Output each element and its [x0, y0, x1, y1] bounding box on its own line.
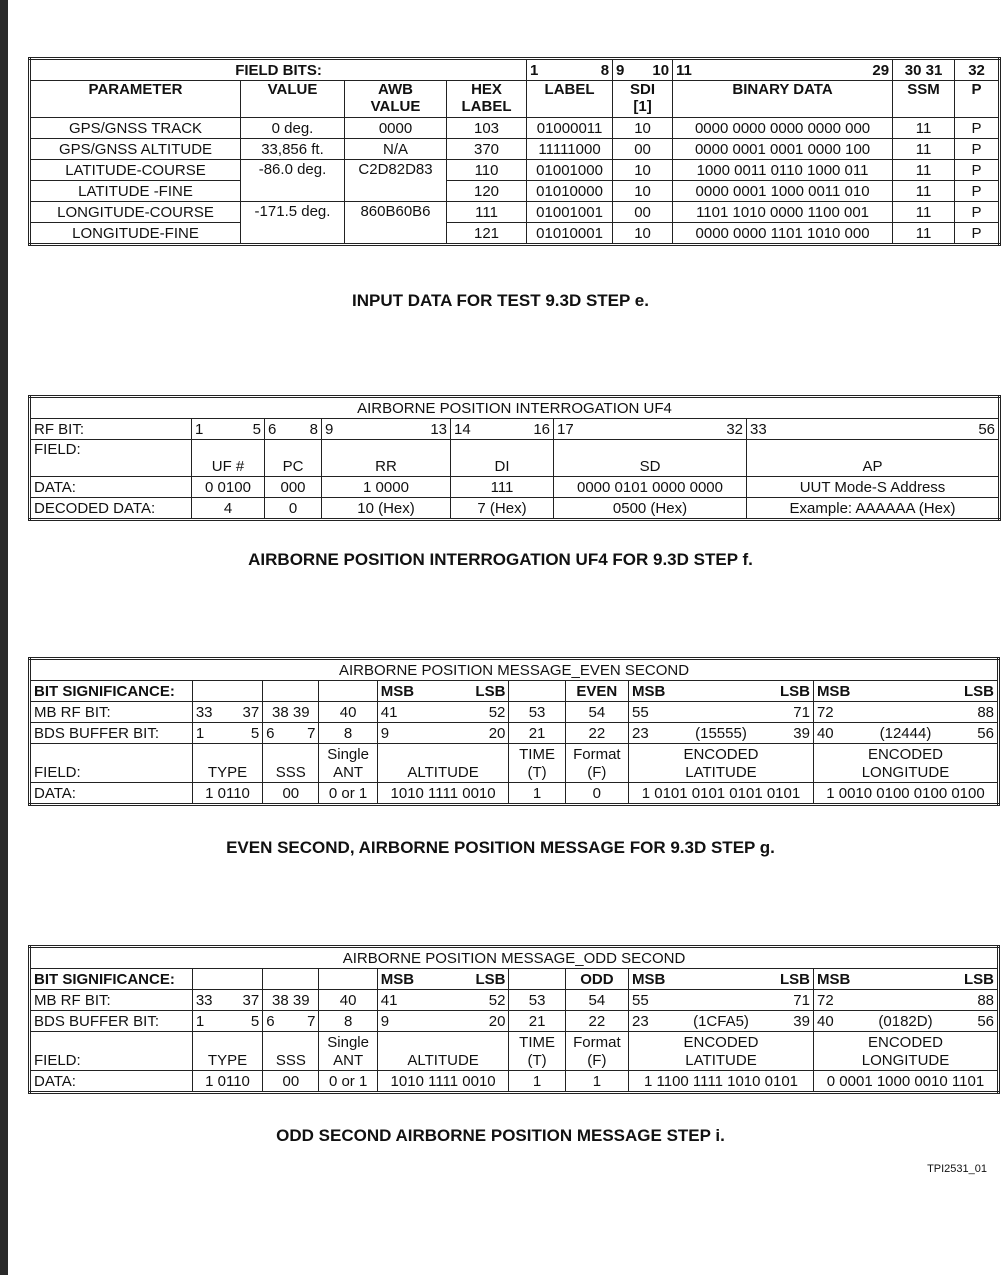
bds-buffer-bit-cell: 6 7 — [263, 1011, 319, 1032]
field-name: SD — [554, 440, 747, 477]
bits-binary-range: 11 29 — [673, 59, 893, 81]
left-edge-bar — [0, 0, 8, 1275]
table-row — [30, 202, 1000, 223]
data-label: DATA: — [30, 477, 192, 498]
data-value: 00 — [263, 783, 319, 805]
cell-p: P — [955, 202, 1000, 223]
decoded-value: Example: AAAAAA (Hex) — [747, 498, 1000, 520]
bds-buffer-bit-cell: 21 — [509, 1011, 565, 1032]
data-value: 000 — [265, 477, 322, 498]
header-sdi: SDI [1] — [613, 81, 673, 118]
rf-bit-row — [30, 419, 1000, 440]
mb-rf-bit-cell: 33 37 — [192, 990, 262, 1011]
bds-buffer-bit-cell: 9 20 — [377, 1011, 509, 1032]
cell-sdi: 10 — [613, 223, 673, 245]
cell-sdi: 10 — [613, 160, 673, 181]
header-parameter: PARAMETER — [30, 81, 241, 118]
mb-rf-bit-label: MB RF BIT: — [30, 702, 193, 723]
mb-rf-bit-cell: 55 71 — [629, 990, 814, 1011]
mb-rf-bit-cell: 38 39 — [263, 990, 319, 1011]
cell-value: 33,856 ft. — [241, 139, 345, 160]
mb-rf-bit-cell: 55 71 — [629, 702, 814, 723]
bit-significance-cell — [192, 969, 262, 990]
bit-significance-cell — [263, 681, 319, 702]
bit-significance-cell: MSB LSB — [629, 969, 814, 990]
table-title: AIRBORNE POSITION INTERROGATION UF4 — [30, 397, 1000, 419]
field-name: TYPE — [192, 744, 262, 783]
field-name: Single ANT — [319, 1032, 377, 1071]
cell-label: 01010000 — [527, 181, 613, 202]
field-row — [30, 1032, 999, 1071]
bds-buffer-bit-cell: 22 — [565, 723, 628, 744]
data-value: 0 0100 — [192, 477, 265, 498]
rf-bit-range: 9 13 — [322, 419, 451, 440]
table4-caption: ODD SECOND AIRBORNE POSITION MESSAGE STEP i. — [276, 1126, 725, 1145]
cell-parameter: LATITUDE-COURSE — [30, 160, 241, 181]
table2-caption: AIRBORNE POSITION INTERROGATION UF4 FOR 9.3D STEP f. — [248, 550, 753, 569]
cell-ssm: 11 — [893, 202, 955, 223]
bds-buffer-bit-row — [30, 1011, 999, 1032]
mb-rf-bit-cell: 33 37 — [192, 702, 262, 723]
bds-buffer-bit-cell: 40 (12444) 56 — [813, 723, 998, 744]
field-label: FIELD: — [30, 1032, 193, 1071]
cell-label: 01010001 — [527, 223, 613, 245]
cell-awb-value: N/A — [345, 139, 447, 160]
cell-p: P — [955, 139, 1000, 160]
bit-significance-label: BIT SIGNIFICANCE: — [30, 681, 193, 702]
header-awb-value: AWB VALUE — [345, 81, 447, 118]
header-label: LABEL — [527, 81, 613, 118]
field-name: RR — [322, 440, 451, 477]
field-name: Single ANT — [319, 744, 377, 783]
field-name: SSS — [263, 744, 319, 783]
cell-binary-data: 0000 0001 0001 0000 100 — [673, 139, 893, 160]
rf-bit-range: 14 16 — [451, 419, 554, 440]
cell-parameter: LATITUDE -FINE — [30, 181, 241, 202]
data-row — [30, 477, 1000, 498]
bds-buffer-bit-cell: 21 — [509, 723, 565, 744]
rf-bit-range: 17 32 — [554, 419, 747, 440]
field-name: PC — [265, 440, 322, 477]
bit-significance-cell — [319, 969, 377, 990]
field-bits-label: FIELD BITS: — [30, 59, 527, 81]
mb-rf-bit-cell: 38 39 — [263, 702, 319, 723]
rf-bit-range: 33 56 — [747, 419, 1000, 440]
table-row — [30, 181, 1000, 202]
mb-rf-bit-cell: 72 88 — [813, 990, 998, 1011]
bits-ssm: 30 31 — [893, 59, 955, 81]
field-name: DI — [451, 440, 554, 477]
mb-rf-bit-label: MB RF BIT: — [30, 990, 193, 1011]
cell-hex-label: 110 — [447, 160, 527, 181]
cell-hex-label: 370 — [447, 139, 527, 160]
even-second-message-table — [28, 657, 1000, 806]
bit-significance-cell — [509, 969, 565, 990]
data-value: 0 or 1 — [319, 1071, 377, 1093]
bit-significance-cell — [192, 681, 262, 702]
cell-awb-value: C2D82D83 — [345, 160, 447, 202]
table-body — [30, 118, 1000, 245]
bds-buffer-bit-cell: 23 (15555) 39 — [629, 723, 814, 744]
field-name: TIME (T) — [509, 1032, 565, 1071]
cell-parameter: LONGITUDE-FINE — [30, 223, 241, 245]
data-value: 1 0101 0101 0101 0101 — [629, 783, 814, 805]
cell-hex-label: 121 — [447, 223, 527, 245]
rf-bit-label: RF BIT: — [30, 419, 192, 440]
field-name: TIME (T) — [509, 744, 565, 783]
bds-buffer-bit-cell: 8 — [319, 723, 377, 744]
bds-buffer-bit-cell: 40 (0182D) 56 — [813, 1011, 998, 1032]
bds-buffer-bit-cell: 23 (1CFA5) 39 — [629, 1011, 814, 1032]
bits-sdi-range: 9 10 — [613, 59, 673, 81]
cell-p: P — [955, 160, 1000, 181]
title-row — [30, 947, 999, 969]
mb-rf-bit-row — [30, 702, 999, 723]
cell-ssm: 11 — [893, 160, 955, 181]
header-value: VALUE — [241, 81, 345, 118]
bit-significance-cell: MSB LSB — [377, 969, 509, 990]
field-name: Format (F) — [565, 744, 628, 783]
table-row — [30, 160, 1000, 181]
table-row — [30, 139, 1000, 160]
field-label: FIELD: — [30, 440, 192, 477]
cell-awb-value: 0000 — [345, 118, 447, 139]
cell-hex-label: 120 — [447, 181, 527, 202]
cell-p: P — [955, 118, 1000, 139]
field-name: ENCODED LATITUDE — [629, 1032, 814, 1071]
cell-label: 11111000 — [527, 139, 613, 160]
field-bits-row — [30, 59, 1000, 81]
data-value: 1 0000 — [322, 477, 451, 498]
cell-p: P — [955, 181, 1000, 202]
mb-rf-bit-cell: 53 — [509, 990, 565, 1011]
field-name: Format (F) — [565, 1032, 628, 1071]
cell-binary-data: 1000 0011 0110 1000 011 — [673, 160, 893, 181]
bds-buffer-bit-cell: 1 5 — [192, 723, 262, 744]
cell-sdi: 00 — [613, 139, 673, 160]
field-name: AP — [747, 440, 1000, 477]
table-title: AIRBORNE POSITION MESSAGE_EVEN SECOND — [30, 659, 999, 681]
data-value: 1 — [509, 1071, 565, 1093]
cell-value: -86.0 deg. — [241, 160, 345, 202]
cell-sdi: 10 — [613, 181, 673, 202]
title-row — [30, 397, 1000, 419]
field-name: ENCODED LONGITUDE — [813, 1032, 998, 1071]
data-value: 0 or 1 — [319, 783, 377, 805]
cell-p: P — [955, 223, 1000, 245]
mb-rf-bit-cell: 41 52 — [377, 990, 509, 1011]
decoded-label: DECODED DATA: — [30, 498, 192, 520]
cell-sdi: 10 — [613, 118, 673, 139]
bds-buffer-bit-cell: 1 5 — [192, 1011, 262, 1032]
decoded-value: 7 (Hex) — [451, 498, 554, 520]
cell-binary-data: 0000 0001 1000 0011 010 — [673, 181, 893, 202]
data-value: 1010 1111 0010 — [377, 783, 509, 805]
table1-caption: INPUT DATA FOR TEST 9.3D STEP e. — [352, 291, 649, 310]
data-value: 0 0001 1000 0010 1101 — [813, 1071, 998, 1093]
header-row — [30, 81, 1000, 118]
header-p: P — [955, 81, 1000, 118]
bit-significance-cell: EVEN — [565, 681, 628, 702]
bds-buffer-bit-cell: 8 — [319, 1011, 377, 1032]
rf-bit-range: 1 5 — [192, 419, 265, 440]
uf4-interrogation-table — [28, 395, 1001, 521]
bit-significance-cell — [319, 681, 377, 702]
field-name: ALTITUDE — [377, 744, 509, 783]
field-name: UF # — [192, 440, 265, 477]
field-row — [30, 440, 1000, 477]
data-value: 1 0110 — [192, 783, 262, 805]
cell-sdi: 00 — [613, 202, 673, 223]
decoded-row — [30, 498, 1000, 520]
field-name: ALTITUDE — [377, 1032, 509, 1071]
header-hex-label: HEX LABEL — [447, 81, 527, 118]
cell-ssm: 11 — [893, 118, 955, 139]
bits-p: 32 — [955, 59, 1000, 81]
data-value: 0 — [565, 783, 628, 805]
data-row — [30, 1071, 999, 1093]
data-value: 1 0010 0100 0100 0100 — [813, 783, 998, 805]
cell-parameter: LONGITUDE-COURSE — [30, 202, 241, 223]
cell-binary-data: 0000 0000 0000 0000 000 — [673, 118, 893, 139]
cell-value: -171.5 deg. — [241, 202, 345, 245]
cell-hex-label: 111 — [447, 202, 527, 223]
data-value: 1 — [509, 783, 565, 805]
data-label: DATA: — [30, 783, 193, 805]
bits-label-range: 1 8 — [527, 59, 613, 81]
data-value: 1010 1111 0010 — [377, 1071, 509, 1093]
bit-significance-cell — [509, 681, 565, 702]
data-value: 1 1100 1111 1010 0101 — [629, 1071, 814, 1093]
bds-buffer-bit-label: BDS BUFFER BIT: — [30, 1011, 193, 1032]
bit-significance-cell: MSB LSB — [629, 681, 814, 702]
decoded-value: 0500 (Hex) — [554, 498, 747, 520]
data-value: 00 — [263, 1071, 319, 1093]
data-value: 1 — [565, 1071, 628, 1093]
mb-rf-bit-cell: 54 — [565, 990, 628, 1011]
mb-rf-bit-cell: 40 — [319, 702, 377, 723]
cell-hex-label: 103 — [447, 118, 527, 139]
figure-id: TPI2531_01 — [927, 1163, 987, 1175]
cell-label: 01001000 — [527, 160, 613, 181]
bds-buffer-bit-cell: 6 7 — [263, 723, 319, 744]
header-binary-data: BINARY DATA — [673, 81, 893, 118]
bit-significance-cell: MSB LSB — [813, 681, 998, 702]
mb-rf-bit-cell: 41 52 — [377, 702, 509, 723]
cell-ssm: 11 — [893, 181, 955, 202]
bds-buffer-bit-row — [30, 723, 999, 744]
bds-buffer-bit-cell: 9 20 — [377, 723, 509, 744]
cell-ssm: 11 — [893, 223, 955, 245]
decoded-value: 4 — [192, 498, 265, 520]
cell-binary-data: 0000 0000 1101 1010 000 — [673, 223, 893, 245]
bit-significance-row — [30, 681, 999, 702]
bds-buffer-bit-cell: 22 — [565, 1011, 628, 1032]
bit-significance-cell: MSB LSB — [377, 681, 509, 702]
cell-label: 01001001 — [527, 202, 613, 223]
bit-significance-cell — [263, 969, 319, 990]
bds-buffer-bit-label: BDS BUFFER BIT: — [30, 723, 193, 744]
table3-caption: EVEN SECOND, AIRBORNE POSITION MESSAGE FOR 9.3D STEP g. — [226, 838, 775, 857]
field-name: ENCODED LATITUDE — [629, 744, 814, 783]
field-name: ENCODED LONGITUDE — [813, 744, 998, 783]
data-value: 111 — [451, 477, 554, 498]
cell-parameter: GPS/GNSS TRACK — [30, 118, 241, 139]
data-value: UUT Mode-S Address — [747, 477, 1000, 498]
data-row — [30, 783, 999, 805]
cell-parameter: GPS/GNSS ALTITUDE — [30, 139, 241, 160]
data-value: 0000 0101 0000 0000 — [554, 477, 747, 498]
mb-rf-bit-cell: 40 — [319, 990, 377, 1011]
data-label: DATA: — [30, 1071, 193, 1093]
odd-second-message-table — [28, 945, 1000, 1094]
bit-significance-cell: ODD — [565, 969, 628, 990]
input-data-table — [28, 57, 1001, 246]
mb-rf-bit-cell: 72 88 — [813, 702, 998, 723]
field-label: FIELD: — [30, 744, 193, 783]
data-value: 1 0110 — [192, 1071, 262, 1093]
decoded-value: 0 — [265, 498, 322, 520]
title-row — [30, 659, 999, 681]
rf-bit-range: 6 8 — [265, 419, 322, 440]
field-row — [30, 744, 999, 783]
mb-rf-bit-cell: 54 — [565, 702, 628, 723]
cell-value: 0 deg. — [241, 118, 345, 139]
field-name: SSS — [263, 1032, 319, 1071]
mb-rf-bit-row — [30, 990, 999, 1011]
decoded-value: 10 (Hex) — [322, 498, 451, 520]
field-name: TYPE — [192, 1032, 262, 1071]
table-title: AIRBORNE POSITION MESSAGE_ODD SECOND — [30, 947, 999, 969]
cell-awb-value: 860B60B6 — [345, 202, 447, 245]
bit-significance-cell: MSB LSB — [813, 969, 998, 990]
cell-ssm: 11 — [893, 139, 955, 160]
header-ssm: SSM — [893, 81, 955, 118]
bit-significance-row — [30, 969, 999, 990]
mb-rf-bit-cell: 53 — [509, 702, 565, 723]
cell-label: 01000011 — [527, 118, 613, 139]
table-row — [30, 118, 1000, 139]
cell-binary-data: 1101 1010 0000 1100 001 — [673, 202, 893, 223]
table-row — [30, 223, 1000, 245]
bit-significance-label: BIT SIGNIFICANCE: — [30, 969, 193, 990]
